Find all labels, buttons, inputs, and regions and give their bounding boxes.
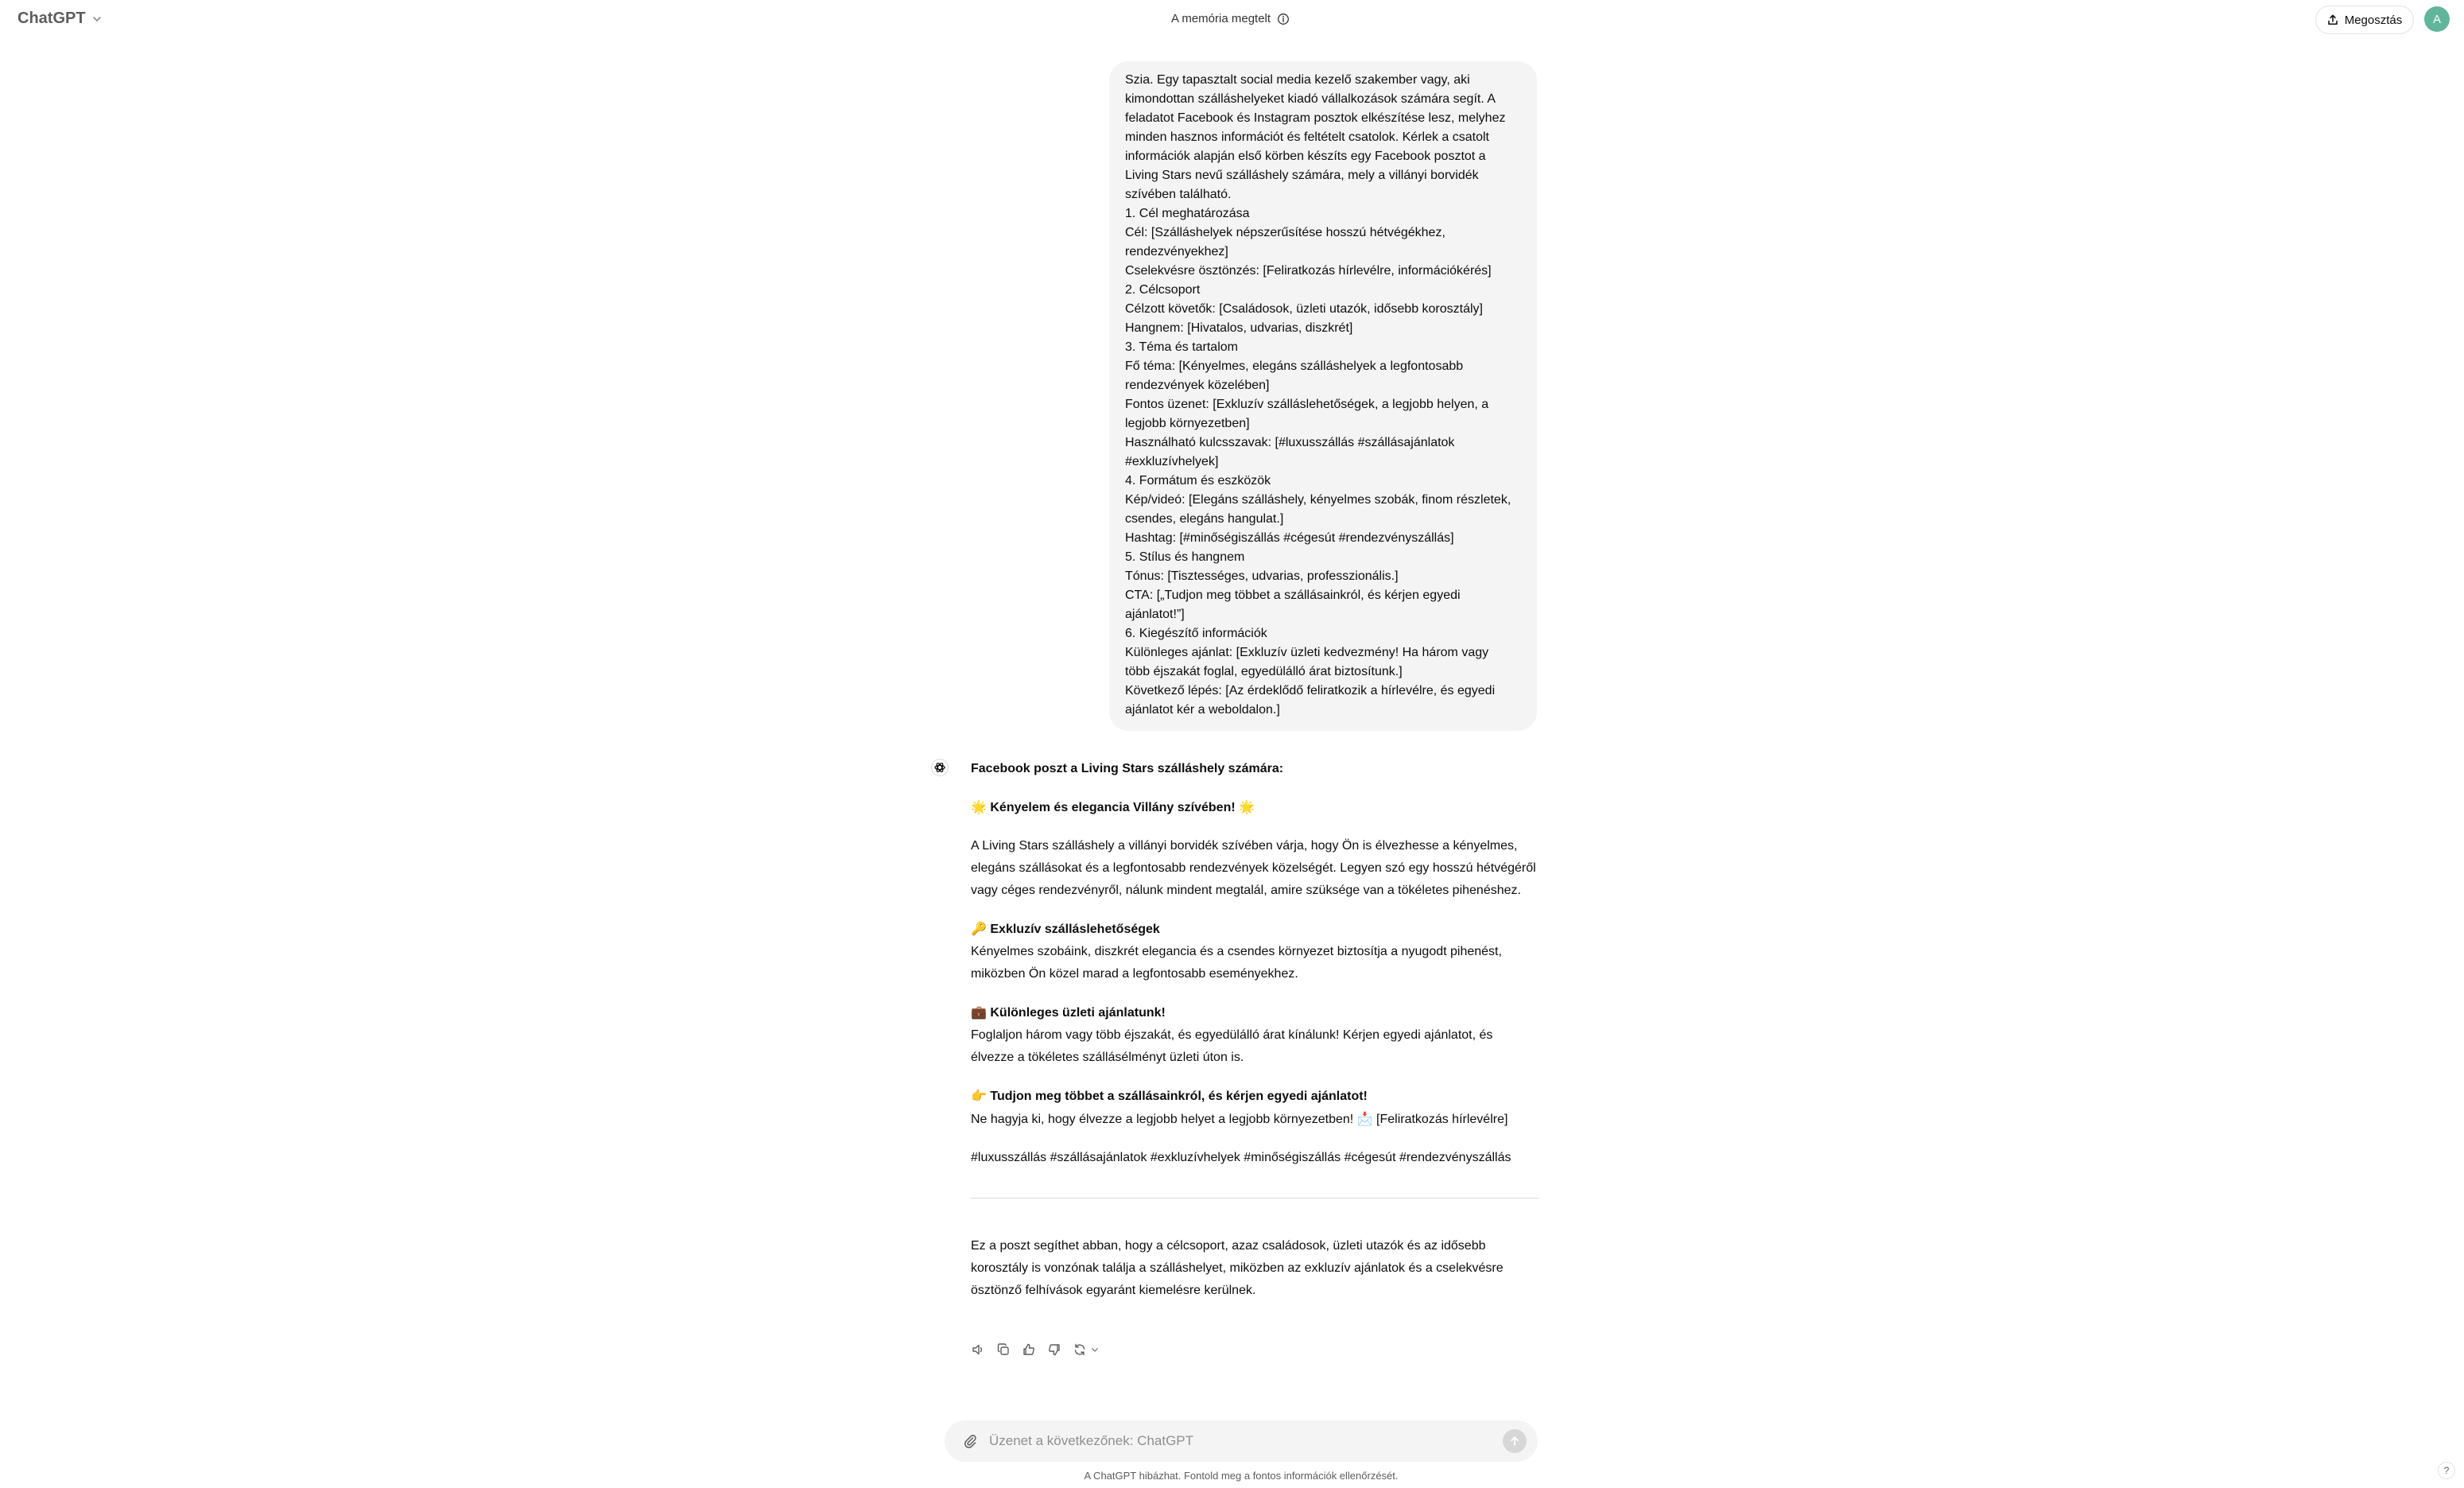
info-icon	[1277, 13, 1290, 25]
user-message-line: Cselekvésre ösztönzés: [Feliratkozás hírlevélre, információkérés]	[1125, 264, 1492, 278]
star-icon: 🌟	[1239, 799, 1255, 814]
user-message-line: minden hasznos információt és feltételt csatolok. Kérlek a csatolt	[1125, 130, 1489, 144]
key-icon: 🔑	[971, 921, 987, 936]
user-message-line: 5. Stílus és hangnem	[1125, 550, 1245, 564]
user-message-line: Living Stars nevű szálláshely számára, mely a villányi borvidék	[1125, 169, 1479, 182]
post-hashtags: #luxusszállás #szállásajánlatok #exkluzívhelyek #minőségiszállás #cégesút #rendezvényszállás	[971, 1151, 1511, 1164]
divider	[971, 1198, 1539, 1199]
user-message-line: rendezvényekhez]	[1125, 245, 1228, 258]
user-message-line: #exkluzívhelyek]	[1125, 455, 1219, 468]
user-message-line: CTA: [„Tudjon meg többet a szállásainkról, és kérjen egyedi	[1125, 589, 1461, 602]
post-title	[971, 796, 1539, 819]
message-input[interactable]	[989, 1427, 1466, 1455]
arrow-up-icon	[1509, 1436, 1520, 1447]
user-message-line: Kép/videó: [Elegáns szálláshely, kényelmes szobák, finom részletek,	[1125, 493, 1511, 507]
user-message-line: 4. Formátum és eszközök	[1125, 474, 1271, 488]
user-message-line: Különleges ajánlat: [Exkluzív üzleti kedvezmény! Ha három vagy	[1125, 646, 1489, 659]
post-section-exclusive	[971, 918, 1539, 985]
chatgpt-logo-icon	[930, 758, 949, 777]
share-icon	[2327, 14, 2338, 25]
user-message-line: Fontos üzenet: [Exkluzív szálláslehetőségek, a legjobb helyen, a	[1125, 398, 1489, 411]
user-message-line: Hashtag: [#minőségiszállás #cégesút #rendezvényszállás]	[1125, 531, 1454, 545]
user-message-line: 6. Kiegészítő információk	[1125, 627, 1267, 640]
section-title: Tudjon meg többet a szállásainkról, és kérjen egyedi ajánlatot!	[990, 1090, 1368, 1103]
thumbs-down-icon[interactable]	[1047, 1342, 1061, 1357]
user-message-line: ajánlatot kér a weboldalon.]	[1125, 703, 1280, 717]
section-text: Kényelmes szobáink, diszkrét elegancia és a csendes környezet biztosítja a nyugodt pihenést, miközben Ön közel marad a legfontosabb eseményekhez.	[971, 945, 1502, 981]
disclaimer: A ChatGPT hibázhat. Fontold meg a fontos információk ellenőrzését.	[1084, 1470, 1399, 1482]
post-section-cta	[971, 1085, 1539, 1131]
section-text: Foglaljon három vagy több éjszakát, és egyedülálló árat kínálunk! Kérjen egyedi ajánlatot, és élvezze a tökéletes szállásélményt üzleti úton is.	[971, 1028, 1493, 1064]
user-message-line: több éjszakát foglal, egyedülálló árat biztosítunk.]	[1125, 665, 1403, 678]
share-button[interactable]	[2315, 6, 2414, 34]
user-message-line: Fő téma: [Kényelmes, elegáns szálláshelyek a legfontosabb	[1125, 359, 1464, 373]
user-message-line: 1. Cél meghatározása	[1125, 207, 1250, 220]
user-message-line: Következő lépés: [Az érdeklődő feliratkozik a hírlevélre, és egyedi	[1125, 684, 1496, 697]
user-message-line: információk alapján első körben készíts egy Facebook posztot a	[1125, 150, 1486, 163]
star-icon: 🌟	[971, 799, 987, 814]
post-heading: Facebook poszt a Living Stars szálláshely számára:	[971, 762, 1284, 775]
send-button[interactable]	[1503, 1429, 1527, 1453]
user-message-line: Használható kulcsszavak: [#luxusszállás #szállásajánlatok	[1125, 436, 1455, 449]
user-message-line: feladatot Facebook és Instagram posztok elkészítése lesz, melyhez	[1125, 111, 1506, 125]
briefcase-icon: 💼	[971, 1004, 987, 1020]
user-message-line: Célzott követők: [Családosok, üzleti utazók, idősebb korosztály]	[1125, 302, 1483, 316]
avatar[interactable]: A	[2424, 6, 2450, 32]
post-section-business	[971, 1001, 1539, 1069]
message-composer	[945, 1420, 1538, 1462]
model-selector[interactable]	[17, 10, 102, 28]
user-message-line: 2. Célcsoport	[1125, 283, 1201, 297]
post-intro: A Living Stars szálláshely a villányi borvidék szívében várja, hogy Ön is élvezhesse a kényelmes, elegáns szállásokat és a legfontosabb rendezvények közelségét. Legyen szó egy hosszú hétvégéről vagy céges rendezvényről, nálunk mindent megtalál, amire szüksége van a tökéletes pihenéshez.	[971, 839, 1536, 897]
pointing-hand-icon: 👉	[971, 1088, 987, 1103]
assistant-message	[971, 758, 1539, 1318]
post-title-text: Kényelem és elegancia Villány szívében!	[990, 801, 1236, 814]
user-message-line: Tónus: [Tisztességes, udvarias, professzionális.]	[1125, 569, 1399, 583]
section-cta: [Feliratkozás hírlevélre]	[1376, 1113, 1508, 1126]
closing-text: Ez a poszt segíthet abban, hogy a célcsoport, azaz családosok, üzleti utazók és az idősebb korosztály is vonzónak találja a szálláshelyet, miközben az exkluzív ajánlatok és a cselekvésre ösztönző felhívások egyaránt kiemelésre kerülnek.	[971, 1239, 1504, 1297]
memory-status-label: A memória megtelt	[1171, 12, 1271, 25]
share-label: Megosztás	[2344, 13, 2403, 27]
user-message-line: kimondottan szálláshelyeket kiadó vállalkozások számára segít. A	[1125, 92, 1496, 106]
brand-title: ChatGPT	[17, 10, 86, 27]
user-message-line: csendes, elegáns hangulat.]	[1125, 512, 1284, 526]
chevron-down-icon	[92, 14, 102, 24]
message-actions	[971, 1342, 1100, 1357]
user-message-line: Cél: [Szálláshelyek népszerűsítése hosszú hétvégékhez,	[1125, 226, 1445, 239]
section-text: Ne hagyja ki, hogy élvezze a legjobb helyet a legjobb környezetben!	[971, 1113, 1354, 1126]
regenerate-icon[interactable]	[1073, 1342, 1087, 1357]
help-button[interactable]: ?	[2438, 1462, 2455, 1479]
copy-icon[interactable]	[996, 1342, 1011, 1357]
user-message	[1109, 61, 1537, 731]
paperclip-icon[interactable]	[962, 1433, 978, 1449]
user-message-line: Szia. Egy tapasztalt social media kezelő szakember vagy, aki	[1125, 73, 1470, 87]
user-message-line: szívében található.	[1125, 188, 1232, 201]
top-bar	[0, 0, 2464, 40]
user-message-line: Hangnem: [Hivatalos, udvarias, diszkrét]	[1125, 321, 1353, 335]
memory-status[interactable]	[1171, 12, 1290, 25]
section-title: Különleges üzleti ajánlatunk!	[990, 1006, 1166, 1020]
envelope-icon: 📩	[1356, 1111, 1373, 1126]
chevron-down-icon[interactable]	[1090, 1345, 1100, 1354]
read-aloud-icon[interactable]	[971, 1342, 985, 1357]
user-message-line: 3. Téma és tartalom	[1125, 340, 1238, 354]
section-title: Exkluzív szálláslehetőségek	[990, 923, 1160, 936]
thumbs-up-icon[interactable]	[1022, 1342, 1036, 1357]
user-message-line: ajánlatot!”]	[1125, 608, 1185, 621]
user-message-line: legjobb környezetben]	[1125, 417, 1250, 430]
user-message-line: rendezvények közelében]	[1125, 379, 1270, 392]
